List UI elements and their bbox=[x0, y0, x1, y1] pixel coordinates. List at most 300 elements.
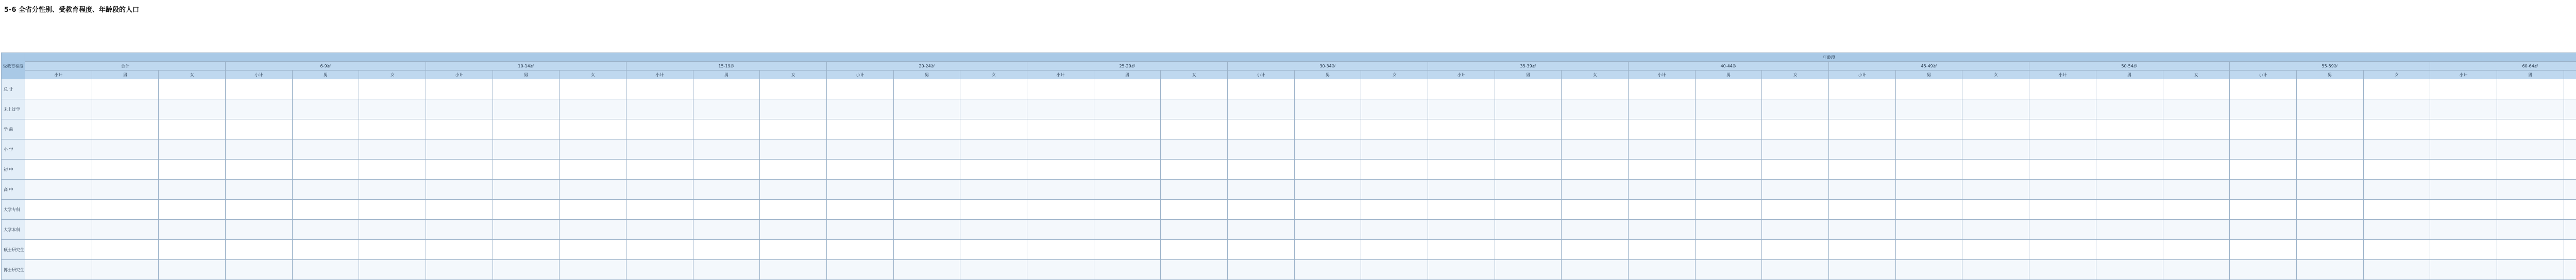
data-table bbox=[1, 52, 2576, 280]
table-cell bbox=[893, 260, 960, 280]
corner-header: 受教育程度 bbox=[2, 53, 25, 79]
table-cell bbox=[1027, 99, 1094, 119]
table-cell bbox=[893, 240, 960, 260]
table-cell bbox=[560, 79, 626, 99]
table-cell bbox=[693, 200, 760, 220]
table-cell bbox=[226, 160, 293, 180]
table-cell bbox=[426, 160, 493, 180]
row-label: 大学本科 bbox=[2, 220, 25, 240]
table-cell bbox=[2430, 240, 2497, 260]
sex-column-header: 小计 bbox=[1228, 71, 1295, 79]
table-cell bbox=[760, 139, 827, 160]
table-cell bbox=[1629, 99, 1696, 119]
table-cell bbox=[1027, 260, 1094, 280]
table-cell bbox=[92, 260, 159, 280]
table-cell bbox=[2163, 99, 2230, 119]
table-cell bbox=[1829, 99, 1896, 119]
table-cell bbox=[2163, 139, 2230, 160]
sex-column-header bbox=[2564, 71, 2576, 79]
table-cell bbox=[2363, 240, 2430, 260]
table-cell bbox=[2430, 99, 2497, 119]
table-cell bbox=[1027, 160, 1094, 180]
table-cell bbox=[493, 160, 560, 180]
table-cell bbox=[1829, 180, 1896, 200]
table-cell bbox=[226, 200, 293, 220]
sex-column-header: 小计 bbox=[1829, 71, 1896, 79]
table-cell bbox=[1294, 79, 1361, 99]
table-cell bbox=[1094, 99, 1161, 119]
table-cell bbox=[1762, 119, 1829, 139]
header-row-age bbox=[2, 62, 2576, 71]
table-cell bbox=[2564, 99, 2576, 119]
table-cell bbox=[760, 79, 827, 99]
table-cell bbox=[827, 260, 894, 280]
sex-column-header: 女 bbox=[2163, 71, 2230, 79]
row-label: 学 前 bbox=[2, 119, 25, 139]
table-cell bbox=[1895, 180, 1962, 200]
table-cell bbox=[560, 260, 626, 280]
sex-column-header: 女 bbox=[1562, 71, 1629, 79]
row-label: 初 中 bbox=[2, 160, 25, 180]
sex-column-header: 小计 bbox=[1027, 71, 1094, 79]
table-cell bbox=[693, 119, 760, 139]
table-cell bbox=[2230, 220, 2297, 240]
table-cell bbox=[2230, 99, 2297, 119]
table-cell bbox=[2430, 260, 2497, 280]
table-cell bbox=[893, 200, 960, 220]
table-cell bbox=[1094, 139, 1161, 160]
table-cell bbox=[1629, 119, 1696, 139]
table-cell bbox=[960, 220, 1027, 240]
sex-column-header: 男 bbox=[1294, 71, 1361, 79]
age-column-header: 10-14岁 bbox=[426, 62, 626, 71]
sex-column-header: 女 bbox=[1161, 71, 1228, 79]
table-cell bbox=[1294, 240, 1361, 260]
table-cell bbox=[1428, 220, 1495, 240]
table-cell bbox=[760, 200, 827, 220]
table-cell bbox=[292, 79, 359, 99]
table-cell bbox=[1094, 119, 1161, 139]
table-cell bbox=[1562, 200, 1629, 220]
table-cell bbox=[1895, 220, 1962, 240]
table-cell bbox=[960, 139, 1027, 160]
table-cell bbox=[2564, 200, 2576, 220]
table-row bbox=[2, 79, 2576, 99]
table-cell bbox=[159, 160, 226, 180]
table-cell bbox=[760, 240, 827, 260]
table-cell bbox=[1629, 240, 1696, 260]
table-cell bbox=[760, 220, 827, 240]
table-cell bbox=[560, 160, 626, 180]
table-cell bbox=[2363, 119, 2430, 139]
table-cell bbox=[1027, 200, 1094, 220]
table-cell bbox=[960, 119, 1027, 139]
table-cell bbox=[359, 160, 426, 180]
table-cell bbox=[560, 220, 626, 240]
table-cell bbox=[2497, 180, 2564, 200]
table-cell bbox=[359, 119, 426, 139]
table-cell bbox=[2296, 180, 2363, 200]
table-cell bbox=[25, 119, 92, 139]
age-column-header: 60-64岁 bbox=[2430, 62, 2576, 71]
sex-column-header: 女 bbox=[159, 71, 226, 79]
table-cell bbox=[359, 260, 426, 280]
table-cell bbox=[2163, 119, 2230, 139]
table-cell bbox=[2296, 119, 2363, 139]
row-label: 总 计 bbox=[2, 79, 25, 99]
table-cell bbox=[1962, 200, 2029, 220]
table-cell bbox=[1762, 240, 1829, 260]
table-cell bbox=[960, 99, 1027, 119]
table-cell bbox=[827, 200, 894, 220]
table-cell bbox=[1629, 160, 1696, 180]
table-cell bbox=[2230, 200, 2297, 220]
table-cell bbox=[2430, 139, 2497, 160]
table-cell bbox=[1829, 79, 1896, 99]
sex-column-header: 女 bbox=[1361, 71, 1428, 79]
table-cell bbox=[1294, 220, 1361, 240]
table-cell bbox=[1562, 180, 1629, 200]
table-cell bbox=[1094, 160, 1161, 180]
table-cell bbox=[1495, 260, 1562, 280]
table-cell bbox=[2363, 99, 2430, 119]
table-cell bbox=[2430, 180, 2497, 200]
sex-column-header: 男 bbox=[92, 71, 159, 79]
table-cell bbox=[25, 220, 92, 240]
table-cell bbox=[1962, 260, 2029, 280]
table-cell bbox=[2163, 200, 2230, 220]
sex-column-header: 小计 bbox=[25, 71, 92, 79]
table-cell bbox=[693, 160, 760, 180]
table-cell bbox=[226, 260, 293, 280]
table-cell bbox=[2430, 200, 2497, 220]
table-cell bbox=[1361, 200, 1428, 220]
table-cell bbox=[226, 240, 293, 260]
table-cell bbox=[1962, 119, 2029, 139]
table-cell bbox=[426, 99, 493, 119]
table-cell bbox=[2497, 139, 2564, 160]
table-cell bbox=[226, 220, 293, 240]
page-title: 5-6 全省分性别、受教育程度、年龄段的人口 bbox=[4, 4, 139, 14]
table-cell bbox=[25, 200, 92, 220]
table-cell bbox=[626, 180, 693, 200]
table-cell bbox=[626, 119, 693, 139]
table-cell bbox=[1695, 99, 1762, 119]
table-cell bbox=[1361, 119, 1428, 139]
table-cell bbox=[1027, 119, 1094, 139]
sex-column-header: 男 bbox=[2296, 71, 2363, 79]
table-cell bbox=[1695, 139, 1762, 160]
sex-column-header: 男 bbox=[493, 71, 560, 79]
table-cell bbox=[1428, 139, 1495, 160]
table-cell bbox=[25, 99, 92, 119]
table-cell bbox=[1228, 79, 1295, 99]
table-cell bbox=[426, 200, 493, 220]
table-cell bbox=[827, 180, 894, 200]
table-cell bbox=[92, 99, 159, 119]
table-cell bbox=[893, 180, 960, 200]
table-cell bbox=[960, 160, 1027, 180]
table-cell bbox=[1762, 200, 1829, 220]
table-cell bbox=[1829, 240, 1896, 260]
table-cell bbox=[1294, 260, 1361, 280]
table-cell bbox=[2363, 160, 2430, 180]
table-cell bbox=[159, 180, 226, 200]
sex-column-header: 男 bbox=[2096, 71, 2163, 79]
table-cell bbox=[1562, 99, 1629, 119]
table-cell bbox=[2096, 240, 2163, 260]
table-cell bbox=[1495, 200, 1562, 220]
table-cell bbox=[2430, 79, 2497, 99]
table-cell bbox=[2564, 119, 2576, 139]
table-cell bbox=[92, 139, 159, 160]
table-cell bbox=[426, 220, 493, 240]
table-cell bbox=[1027, 139, 1094, 160]
table-cell bbox=[1829, 260, 1896, 280]
table-cell bbox=[1161, 99, 1228, 119]
table-cell bbox=[2163, 220, 2230, 240]
table-cell bbox=[2230, 139, 2297, 160]
table-cell bbox=[226, 79, 293, 99]
table-cell bbox=[493, 240, 560, 260]
age-column-header: 40-44岁 bbox=[1629, 62, 1829, 71]
table-cell bbox=[1094, 220, 1161, 240]
table-cell bbox=[2029, 260, 2096, 280]
table-cell bbox=[426, 79, 493, 99]
table-cell bbox=[159, 79, 226, 99]
table-cell bbox=[2497, 79, 2564, 99]
table-cell bbox=[226, 139, 293, 160]
table-cell bbox=[2163, 160, 2230, 180]
table-cell bbox=[159, 119, 226, 139]
table-cell bbox=[1695, 79, 1762, 99]
sex-column-header: 女 bbox=[1962, 71, 2029, 79]
table-cell bbox=[1161, 139, 1228, 160]
table-cell bbox=[493, 139, 560, 160]
table-cell bbox=[1629, 220, 1696, 240]
table-cell bbox=[426, 260, 493, 280]
sex-column-header: 小计 bbox=[2230, 71, 2297, 79]
table-cell bbox=[693, 240, 760, 260]
table-cell bbox=[1228, 200, 1295, 220]
table-cell bbox=[159, 220, 226, 240]
table-cell bbox=[1161, 160, 1228, 180]
table-cell bbox=[693, 99, 760, 119]
table-cell bbox=[1428, 180, 1495, 200]
table-cell bbox=[1962, 139, 2029, 160]
table-cell bbox=[2296, 220, 2363, 240]
table-cell bbox=[626, 79, 693, 99]
table-cell bbox=[2230, 240, 2297, 260]
sex-column-header: 女 bbox=[359, 71, 426, 79]
table-cell bbox=[359, 79, 426, 99]
table-cell bbox=[92, 240, 159, 260]
table-cell bbox=[1562, 260, 1629, 280]
table-row bbox=[2, 160, 2576, 180]
table-cell bbox=[827, 139, 894, 160]
table-cell bbox=[359, 220, 426, 240]
table-cell bbox=[1495, 139, 1562, 160]
table-cell bbox=[693, 260, 760, 280]
table-cell bbox=[1027, 180, 1094, 200]
table-cell bbox=[159, 240, 226, 260]
table-cell bbox=[1361, 160, 1428, 180]
table-cell bbox=[1629, 79, 1696, 99]
table-cell bbox=[1895, 139, 1962, 160]
age-column-header: 35-39岁 bbox=[1428, 62, 1629, 71]
age-column-header: 50-54岁 bbox=[2029, 62, 2230, 71]
table-cell bbox=[1027, 220, 1094, 240]
table-cell bbox=[1495, 160, 1562, 180]
table-cell bbox=[92, 220, 159, 240]
table-cell bbox=[2497, 240, 2564, 260]
table-cell bbox=[2163, 240, 2230, 260]
table-cell bbox=[827, 99, 894, 119]
table-cell bbox=[626, 260, 693, 280]
table-cell bbox=[1361, 220, 1428, 240]
table-cell bbox=[1629, 200, 1696, 220]
table-cell bbox=[2296, 160, 2363, 180]
table-cell bbox=[1629, 180, 1696, 200]
table-cell bbox=[1161, 220, 1228, 240]
table-cell bbox=[2296, 200, 2363, 220]
table-cell bbox=[359, 139, 426, 160]
table-cell bbox=[25, 79, 92, 99]
table-cell bbox=[2096, 200, 2163, 220]
table-cell bbox=[493, 79, 560, 99]
table-cell bbox=[493, 220, 560, 240]
table-cell bbox=[25, 180, 92, 200]
table-cell bbox=[292, 119, 359, 139]
table-cell bbox=[2029, 220, 2096, 240]
table-cell bbox=[1161, 260, 1228, 280]
sex-column-header: 小计 bbox=[2029, 71, 2096, 79]
table-cell bbox=[2430, 160, 2497, 180]
table-row bbox=[2, 139, 2576, 160]
table-cell bbox=[359, 180, 426, 200]
table-cell bbox=[1762, 180, 1829, 200]
table-cell bbox=[92, 160, 159, 180]
table-cell bbox=[2363, 79, 2430, 99]
table-cell bbox=[2029, 180, 2096, 200]
table-cell bbox=[2029, 119, 2096, 139]
table-cell bbox=[359, 99, 426, 119]
table-cell bbox=[493, 180, 560, 200]
table-row bbox=[2, 220, 2576, 240]
row-label: 硕士研究生 bbox=[2, 240, 25, 260]
table-cell bbox=[1027, 79, 1094, 99]
age-column-header: 25-29岁 bbox=[1027, 62, 1228, 71]
table-cell bbox=[1228, 180, 1295, 200]
table-cell bbox=[1361, 180, 1428, 200]
table-cell bbox=[1428, 200, 1495, 220]
table-cell bbox=[1294, 119, 1361, 139]
table-cell bbox=[1094, 260, 1161, 280]
table-cell bbox=[2230, 79, 2297, 99]
sex-column-header: 女 bbox=[560, 71, 626, 79]
table-cell bbox=[2363, 200, 2430, 220]
table-cell bbox=[92, 119, 159, 139]
table-cell bbox=[92, 180, 159, 200]
table-cell bbox=[2163, 79, 2230, 99]
table-cell bbox=[2163, 180, 2230, 200]
table-cell bbox=[1829, 160, 1896, 180]
table-cell bbox=[1094, 79, 1161, 99]
table-cell bbox=[1829, 220, 1896, 240]
age-column-header: 45-49岁 bbox=[1829, 62, 2029, 71]
table-row bbox=[2, 260, 2576, 280]
table-cell bbox=[1428, 240, 1495, 260]
table-cell bbox=[2363, 139, 2430, 160]
table-cell bbox=[2296, 79, 2363, 99]
table-cell bbox=[292, 220, 359, 240]
age-column-header: 合计 bbox=[25, 62, 226, 71]
table-cell bbox=[2363, 260, 2430, 280]
table-cell bbox=[1161, 79, 1228, 99]
row-label: 大学专科 bbox=[2, 200, 25, 220]
table-cell bbox=[560, 180, 626, 200]
table-row bbox=[2, 200, 2576, 220]
table-cell bbox=[1495, 119, 1562, 139]
table-cell bbox=[827, 79, 894, 99]
row-label: 未上过学 bbox=[2, 99, 25, 119]
table-cell bbox=[1361, 240, 1428, 260]
table-cell bbox=[960, 180, 1027, 200]
table-cell bbox=[1962, 220, 2029, 240]
table-cell bbox=[1562, 220, 1629, 240]
table-cell bbox=[1294, 160, 1361, 180]
table-cell bbox=[292, 139, 359, 160]
age-column-header: 55-59岁 bbox=[2230, 62, 2430, 71]
table-cell bbox=[25, 240, 92, 260]
table-cell bbox=[292, 200, 359, 220]
table-cell bbox=[893, 160, 960, 180]
table-cell bbox=[2430, 220, 2497, 240]
table-cell bbox=[693, 79, 760, 99]
table-cell bbox=[1895, 99, 1962, 119]
table-cell bbox=[226, 99, 293, 119]
sex-column-header: 男 bbox=[1094, 71, 1161, 79]
table-cell bbox=[292, 240, 359, 260]
table-cell bbox=[2163, 260, 2230, 280]
table-cell bbox=[1161, 119, 1228, 139]
age-column-header: 30-34岁 bbox=[1228, 62, 1428, 71]
table-cell bbox=[2430, 119, 2497, 139]
table-cell bbox=[1228, 240, 1295, 260]
table-cell bbox=[1695, 119, 1762, 139]
table-cell bbox=[760, 119, 827, 139]
age-column-header: 6-9岁 bbox=[226, 62, 426, 71]
table-cell bbox=[1294, 200, 1361, 220]
table-cell bbox=[1094, 240, 1161, 260]
table-cell bbox=[1962, 160, 2029, 180]
sex-column-header: 小计 bbox=[827, 71, 894, 79]
sex-column-header: 男 bbox=[1695, 71, 1762, 79]
table-cell bbox=[893, 139, 960, 160]
table-cell bbox=[560, 99, 626, 119]
table-cell bbox=[960, 200, 1027, 220]
table-cell bbox=[2564, 260, 2576, 280]
table-cell bbox=[426, 240, 493, 260]
table-cell bbox=[1495, 180, 1562, 200]
row-label: 高 中 bbox=[2, 180, 25, 200]
table-cell bbox=[1228, 160, 1295, 180]
table-row bbox=[2, 240, 2576, 260]
table-cell bbox=[25, 260, 92, 280]
sex-column-header: 男 bbox=[1895, 71, 1962, 79]
table-cell bbox=[760, 160, 827, 180]
table-cell bbox=[1094, 180, 1161, 200]
